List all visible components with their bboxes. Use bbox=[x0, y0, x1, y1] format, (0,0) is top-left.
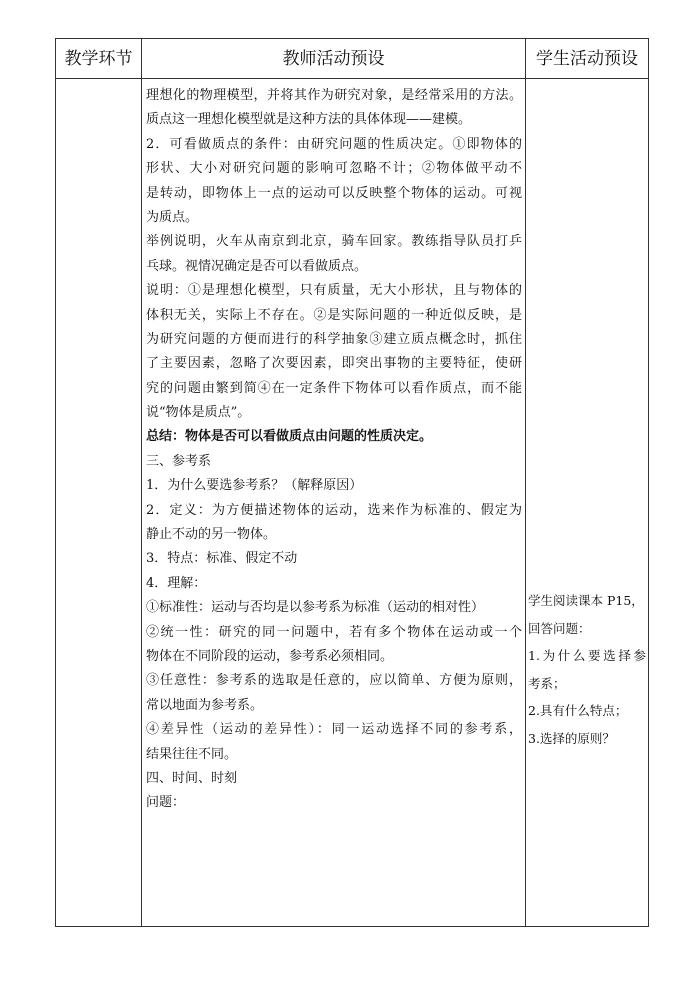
text-line: 质点这一理想化模型就是这种方法的具体体现——建模。 bbox=[146, 112, 472, 128]
text-line: 物体在不同阶段的运动，参考系必须相同。 bbox=[146, 648, 394, 664]
text-line: 1．为什么要选参考系？（解释原因） bbox=[146, 478, 363, 494]
text-line: 问题： bbox=[146, 795, 186, 811]
text-line: 3.选择的原则？ bbox=[528, 730, 615, 746]
text-line: 静止不动的另一物体。 bbox=[146, 527, 277, 543]
summary-line: 总结：物体是否可以看做质点由问题的性质决定。 bbox=[146, 429, 433, 445]
text-line: 举例说明，火车从南京到北京，骑车回家。教练指导队员打乒 bbox=[146, 234, 522, 250]
section-heading: 三、参考系 bbox=[146, 453, 212, 469]
lesson-plan-table bbox=[55, 38, 649, 927]
text-line: 理想化的物理模型，并将其作为研究对象，是经常采用的方法。 bbox=[146, 88, 522, 103]
text-line: 3．特点：标准、假定不动 bbox=[146, 551, 298, 567]
text-line: 究的问题由繁到简④在一定条件下物体可以看作质点，而不能 bbox=[146, 380, 522, 396]
text-line: 说“物体是质点”。 bbox=[146, 405, 251, 421]
text-line: 为研究问题的方便而进行的科学抽象③建立质点概念时，抓住 bbox=[146, 331, 522, 347]
text-line: 考系； bbox=[528, 675, 566, 691]
header-teacher-activity: 教师活动预设 bbox=[282, 49, 385, 69]
section-heading: 四、时间、时刻 bbox=[146, 770, 238, 786]
header-teaching-stage: 教学环节 bbox=[64, 49, 133, 69]
teacher-activity-cell bbox=[142, 79, 526, 816]
text-line: 1.为什么要选择参 bbox=[528, 648, 646, 664]
text-line: 乓球。视情况确定是否可以看做质点。 bbox=[146, 258, 368, 274]
text-line: 为质点。 bbox=[146, 209, 199, 225]
text-line: ③任意性：参考系的选取是任意的，应以简单、方便为原则， bbox=[146, 673, 522, 689]
text-line: 学生阅读课本 P15， bbox=[528, 593, 644, 608]
text-line: 2．可看做质点的条件：由研究问题的性质决定。①即物体的 bbox=[146, 136, 522, 152]
header-student-activity: 学生活动预设 bbox=[536, 49, 638, 69]
text-line: 结果往往不同。 bbox=[146, 746, 238, 762]
text-line: 2．定义：为方便描述物体的运动，选来作为标准的、假定为 bbox=[146, 502, 522, 518]
text-line: ②统一性：研究的同一问题中，若有多个物体在运动或一个 bbox=[146, 624, 522, 640]
text-line: ①标准性：运动与否均是以参考系为标准（运动的相对性） bbox=[146, 600, 485, 616]
text-line: 是转动，即物体上一点的运动可以反映整个物体的运动。可视 bbox=[146, 185, 522, 201]
text-line: 常以地面为参考系。 bbox=[146, 697, 264, 713]
text-line: 体积无关，实际上不存在。②是实际问题的一种近似反映，是 bbox=[146, 307, 522, 323]
student-activity-cell bbox=[526, 587, 648, 753]
text-line: 回答问题： bbox=[528, 620, 591, 636]
text-line: 4．理解： bbox=[146, 575, 207, 591]
text-line: 说明：①是理想化模型，只有质量，无大小形状，且与物体的 bbox=[146, 283, 522, 299]
text-line: 形状、大小对研究问题的影响可忽略不计；②物体做平动不 bbox=[146, 161, 522, 177]
text-line: 2.具有什么特点； bbox=[528, 703, 628, 719]
text-line: 了主要因素，忽略了次要因素，即突出事物的主要特征，使研 bbox=[146, 356, 522, 372]
text-line: ④差异性（运动的差异性）：同一运动选择不同的参考系， bbox=[146, 722, 522, 738]
